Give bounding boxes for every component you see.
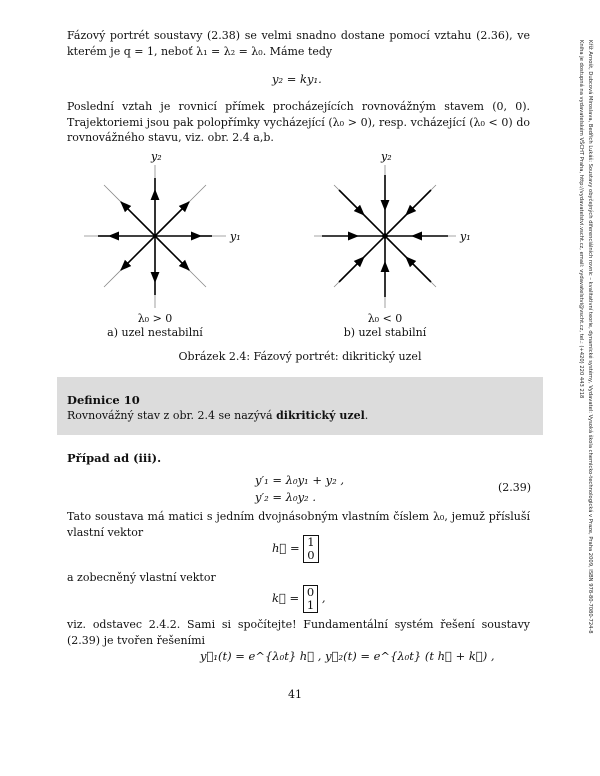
right-condition: λ₀ < 0 [367,312,403,325]
right-y2-axis-label: y₂ [381,150,392,163]
right-y1-axis-label: y₁ [460,230,471,243]
equation-2-39-line1: y′₁ = λ₀y₁ + y₂ , [255,473,345,487]
vector-k-suffix: , [321,591,326,605]
page-number: 41 [288,688,302,701]
left-condition: λ₀ > 0 [137,312,173,325]
vector-k-label: k⃗ = [272,591,300,605]
vector-k-entry: 1 [306,598,315,612]
solutions-equation: y⃗₁(t) = e^{λ₀t} h⃗ , y⃗₂(t) = e^{λ₀t} (t h⃗ + k⃗) , [200,649,495,663]
eigenvector-paragraph: Tato soustava má matici s jedním dvojnásobným vlastním číslem λ₀, jemuž přísluší vlastní vektor [67,510,530,539]
trajectory-paragraph: Poslední vztah je rovnicí přímek procházejících rovnovážným stavem (0, 0). Trajektoriemi jsou pak polopřímky vycházející (λ₀ > 0), resp. vcházející (λ₀ < 0) do rovnovážného stavu, viz. obr. 2.4 a,b. [67,100,530,144]
left-y1-axis-label: y₁ [230,230,241,243]
vector-k-entry: 0 [306,585,315,599]
unstable-node-portrait [84,165,226,308]
equation-2-39-line2: y′₂ = λ₀y₂ . [255,490,316,504]
side-note-line-1: Kříž Arnošt, Dubcová Miroslava, Bedřich Lukáš: Soustavy obyčejných diferenciálních rovnic – kvalitativní teorie, dynamické systémy, Vydavatel: Vysoká škola chemicko-technologická v Praze, Praha 2009, ISBN 978-80-7080-724-8 [587,40,593,634]
vector-h-label: h⃗ = [272,541,300,555]
definition-text [67,409,368,422]
generalized-vector-text: a zobecněný vlastní vektor [67,571,216,584]
stable-node-portrait [314,165,456,308]
vector-k [272,585,325,613]
figure-caption: Obrázek 2.4: Fázový portrét: dikritický uzel [178,350,422,363]
side-note-line-2: Kniha je dostupná na vydavatelském VŠCHT Praha, http://vydavatelstvi.vscht.cz, email: vydavatelstvi@vscht.cz, tel.: (+420) 220 443 218 [578,40,584,399]
fundamental-system-paragraph: viz. odstavec 2.4.2. Sami si spočítejte! Fundamentální systém řešení soustavy (2.39) je tvořen řešeními [67,618,530,647]
vector-h-entry: 0 [307,548,315,562]
definition-text-after: . [364,409,369,422]
left-caption: a) uzel nestabilní [107,326,203,339]
side-note [572,40,594,740]
right-caption: b) uzel stabilní [343,326,427,339]
definition-term: dikritický uzel [276,409,365,422]
definition-title: Definice 10 [67,393,140,407]
equation-y2-ky1: y₂ = ky₁. [272,72,322,86]
equation-number: (2.39) [498,481,532,494]
vector-h-matrix [303,535,318,563]
vector-k-matrix [303,585,318,613]
case-heading: Případ ad (iii). [67,451,162,465]
vector-h [272,535,319,563]
definition-text-before: Rovnovážný stav z obr. 2.4 se nazývá [67,409,277,422]
left-y2-axis-label: y₂ [151,150,162,163]
phase-portrait-figure [0,150,600,330]
intro-paragraph: Fázový portrét soustavy (2.38) se velmi snadno dostane pomocí vztahu (2.36), ve kterém je q = 1, neboť λ₁ = λ₂ = λ₀. Máme tedy [67,29,530,58]
vector-h-entry: 1 [307,535,315,549]
